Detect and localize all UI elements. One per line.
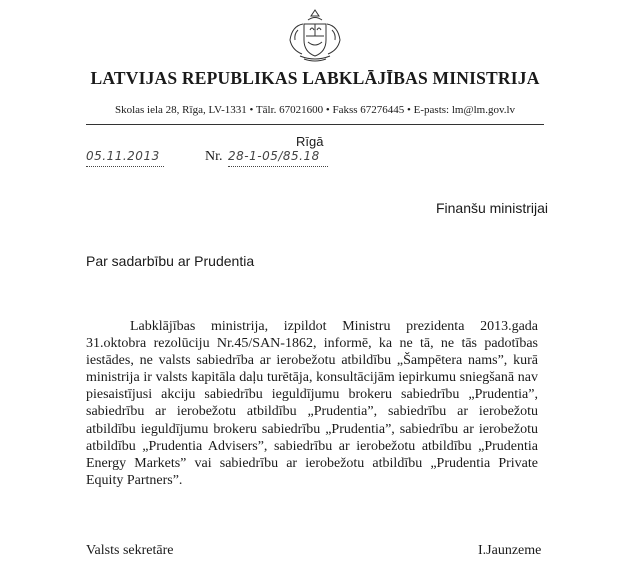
body-paragraph: Labklājības ministrija, izpildot Ministru prezidenta 2013.gada 31.oktobra rezolūciju Nr.45/SAN-1862, informē, ka ne tā, ne tās padotības iestādes, ne valsts sabiedrība ar ierobežotu atbildību „Šampētera nams”, kurā ministrija ir valsts kapitāla daļu turētāja, konsultācijām iepirkumu sniegšanā nav piesaistījusi akciju sabiedrību ieguldījumu brokeru sabiedrību „Prudentia”, sabiedrību ar ierobežotu atbildību „Prudentia”, sabiedrību ar ierobežotu atbildību ieguldījumu brokeru sabiedrību „Prudentia”, sabiedrību ar ierobežotu atbildību „Prudentia Advisers”, sabiedrību ar ierobežotu atbildību „Prudentia Energy Markets” vai sabiedrību ar ierobežotu atbildību „Prudentia Private Equity Partners”.	[86, 319, 538, 488]
addressee: Finanšu ministrijai	[435, 200, 548, 216]
coat-of-arms-icon	[284, 6, 346, 64]
contact-line: Skolas iela 28, Rīga, LV-1331 • Tālr. 67021600 • Fakss 67276445 • E-pasts: lm@lm.gov.lv	[114, 104, 516, 116]
handwritten-date: 05.11.2013	[86, 149, 164, 167]
signatory-title: Valsts sekretāre	[86, 543, 174, 558]
subject-line: Par sadarbību ar Prudentia	[86, 253, 255, 269]
handwritten-number: 28-1-05/85.18	[228, 149, 328, 167]
number-label: Nr.	[205, 149, 223, 164]
signatory-name: I.Jaunzeme	[478, 543, 542, 558]
city: Rīgā	[296, 134, 324, 149]
header-divider	[86, 124, 544, 125]
ministry-name: LATVIJAS REPUBLIKAS LABKLĀJĪBAS MINISTRIJA	[90, 68, 540, 88]
